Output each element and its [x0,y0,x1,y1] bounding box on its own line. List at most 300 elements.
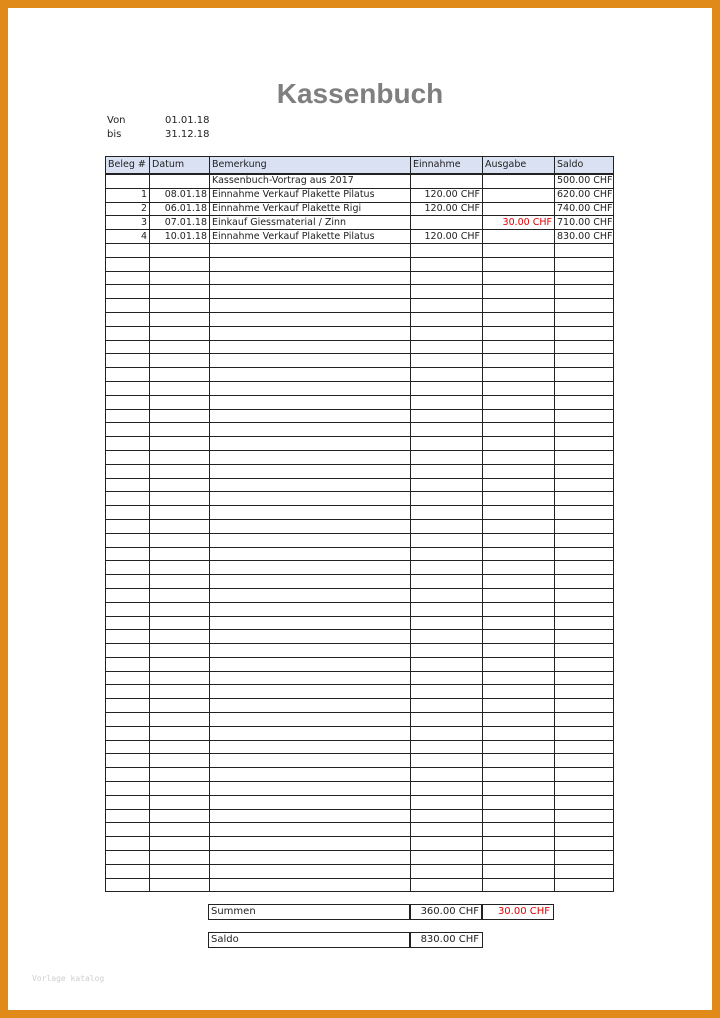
cell-einnahme [411,699,483,713]
cell-ausgabe [483,381,555,395]
table-row [106,450,614,464]
cell-beleg [106,409,150,423]
cell-einnahme [411,450,483,464]
cell-datum [150,395,210,409]
cell-saldo [555,575,614,589]
cell-bemerkung [210,740,411,754]
cell-einnahme [411,478,483,492]
table-row [106,533,614,547]
cell-einnahme [411,299,483,313]
table-row [106,478,614,492]
cell-bemerkung [210,243,411,257]
cell-ausgabe [483,423,555,437]
watermark: Vorlage katalog [32,974,105,983]
cell-beleg [106,368,150,382]
cell-einnahme [411,575,483,589]
table-row [106,299,614,313]
cell-bemerkung [210,423,411,437]
cell-ausgabe [483,547,555,561]
cell-datum [150,699,210,713]
cell-ausgabe [483,312,555,326]
cell-einnahme [411,588,483,602]
cell-ausgabe [483,768,555,782]
cell-datum [150,340,210,354]
cell-bemerkung [210,492,411,506]
cell-bemerkung [210,354,411,368]
cell-datum [150,768,210,782]
cell-beleg [106,768,150,782]
cell-saldo [555,851,614,865]
cell-saldo [555,561,614,575]
cell-einnahme [411,864,483,878]
cell-beleg [106,478,150,492]
col-header-datum: Datum [150,157,210,175]
cell-datum: 07.01.18 [150,216,210,230]
cell-ausgabe [483,492,555,506]
cell-beleg [106,685,150,699]
cell-ausgabe [483,340,555,354]
cell-ausgabe [483,782,555,796]
cell-bemerkung [210,312,411,326]
cell-datum [150,533,210,547]
cell-beleg [106,809,150,823]
summen-ausgabe-cell [481,904,554,920]
cell-saldo [555,257,614,271]
cell-ausgabe [483,299,555,313]
cell-ausgabe [483,271,555,285]
cell-datum [150,381,210,395]
cell-ausgabe [483,243,555,257]
table-row [106,561,614,575]
cell-bemerkung [210,630,411,644]
cell-beleg [106,864,150,878]
cell-beleg [106,506,150,520]
cell-datum [150,713,210,727]
col-header-beleg: Beleg # [106,157,150,175]
table-row [106,726,614,740]
cell-datum [150,257,210,271]
cell-datum [150,657,210,671]
cell-einnahme [411,285,483,299]
document-page [8,8,712,1010]
cell-einnahme [411,216,483,230]
cell-beleg [106,464,150,478]
table-row [106,326,614,340]
summen-label-cell [208,904,411,920]
cell-beleg: 1 [106,188,150,202]
cell-datum [150,409,210,423]
cell-datum [150,174,210,188]
cell-bemerkung [210,575,411,589]
period-from-value: 01.01.18 [165,115,210,126]
cell-ausgabe [483,864,555,878]
cell-bemerkung [210,257,411,271]
cell-saldo [555,809,614,823]
cell-ausgabe [483,671,555,685]
cell-beleg [106,740,150,754]
table-row [106,354,614,368]
cell-saldo [555,795,614,809]
saldo-label-cell [208,932,411,948]
table-row [106,230,614,244]
cell-bemerkung [210,616,411,630]
cell-datum: 08.01.18 [150,188,210,202]
cell-saldo [555,837,614,851]
cell-ausgabe [483,188,555,202]
cell-saldo [555,299,614,313]
table-row [106,878,614,892]
cell-einnahme [411,561,483,575]
cell-datum [150,423,210,437]
cell-beleg: 4 [106,230,150,244]
cell-beleg [106,644,150,658]
cell-saldo [555,588,614,602]
cell-ausgabe [483,230,555,244]
cell-einnahme [411,257,483,271]
cell-ausgabe [483,837,555,851]
cell-einnahme [411,271,483,285]
cell-ausgabe [483,851,555,865]
cell-beleg [106,713,150,727]
table-row [106,768,614,782]
cell-datum [150,644,210,658]
cell-einnahme [411,437,483,451]
cell-datum [150,464,210,478]
col-header-ausgabe: Ausgabe [483,157,555,175]
cell-bemerkung [210,713,411,727]
cell-saldo [555,271,614,285]
cell-einnahme [411,506,483,520]
cell-ausgabe [483,326,555,340]
cell-saldo [555,492,614,506]
cell-bemerkung [210,754,411,768]
cell-ausgabe [483,644,555,658]
cell-datum [150,354,210,368]
cell-bemerkung [210,602,411,616]
cell-datum [150,837,210,851]
cell-ausgabe [483,630,555,644]
cell-beleg [106,782,150,796]
cell-beleg [106,312,150,326]
cell-saldo [555,823,614,837]
cell-bemerkung [210,464,411,478]
cell-ausgabe [483,616,555,630]
cell-bemerkung [210,409,411,423]
cell-bemerkung [210,437,411,451]
cell-beleg [106,326,150,340]
cell-einnahme [411,754,483,768]
cell-datum [150,506,210,520]
table-row [106,837,614,851]
cell-einnahme [411,368,483,382]
cell-ausgabe [483,878,555,892]
cell-einnahme [411,878,483,892]
cell-saldo [555,864,614,878]
cell-saldo [555,450,614,464]
cell-beleg [106,823,150,837]
cell-bemerkung [210,478,411,492]
cell-datum [150,754,210,768]
cell-datum [150,243,210,257]
cell-bemerkung [210,395,411,409]
table-row [106,423,614,437]
cell-beleg: 2 [106,202,150,216]
cell-beleg [106,437,150,451]
cell-bemerkung [210,864,411,878]
cell-einnahme [411,644,483,658]
cell-einnahme [411,423,483,437]
cell-bemerkung [210,368,411,382]
cell-saldo [555,644,614,658]
cell-ausgabe [483,754,555,768]
table-row [106,644,614,658]
table-row [106,506,614,520]
cell-datum [150,437,210,451]
cell-saldo: 710.00 CHF [555,216,614,230]
cell-beleg [106,299,150,313]
table-row [106,851,614,865]
table-row [106,699,614,713]
cell-saldo [555,726,614,740]
cell-bemerkung [210,671,411,685]
cell-bemerkung [210,768,411,782]
table-row [106,243,614,257]
cell-beleg [106,561,150,575]
cell-ausgabe [483,575,555,589]
cell-bemerkung [210,547,411,561]
table-row [106,630,614,644]
table-row [106,809,614,823]
table-row [106,713,614,727]
col-header-einnahme: Einnahme [411,157,483,175]
cell-bemerkung [210,837,411,851]
cell-saldo [555,381,614,395]
cell-ausgabe [483,202,555,216]
cell-beleg [106,285,150,299]
cell-einnahme [411,243,483,257]
cell-saldo [555,326,614,340]
cell-datum [150,809,210,823]
cell-ausgabe [483,368,555,382]
cell-ausgabe [483,588,555,602]
cell-datum [150,823,210,837]
table-row [106,464,614,478]
cell-ausgabe [483,257,555,271]
cell-saldo [555,519,614,533]
cell-einnahme [411,519,483,533]
cell-beleg [106,726,150,740]
cell-bemerkung [210,326,411,340]
cell-einnahme [411,630,483,644]
cell-bemerkung [210,506,411,520]
cell-bemerkung: Einnahme Verkauf Plakette Pilatus [210,188,411,202]
table-row [106,492,614,506]
cell-saldo [555,740,614,754]
cell-beleg [106,423,150,437]
cell-ausgabe [483,685,555,699]
cell-bemerkung [210,782,411,796]
table-row [106,285,614,299]
cell-saldo [555,602,614,616]
table-row [106,602,614,616]
cell-bemerkung [210,588,411,602]
cell-saldo: 740.00 CHF [555,202,614,216]
cell-beleg [106,754,150,768]
table-row [106,216,614,230]
table-row [106,519,614,533]
cell-einnahme [411,657,483,671]
cell-datum [150,312,210,326]
cell-ausgabe [483,450,555,464]
cell-ausgabe [483,561,555,575]
cell-saldo [555,464,614,478]
table-row [106,312,614,326]
cell-einnahme [411,340,483,354]
cell-beleg [106,616,150,630]
cell-bemerkung [210,795,411,809]
cell-beleg [106,851,150,865]
table-row [106,340,614,354]
cell-bemerkung: Einkauf Giessmaterial / Zinn [210,216,411,230]
cell-saldo [555,354,614,368]
cell-datum: 06.01.18 [150,202,210,216]
cell-einnahme [411,547,483,561]
cell-datum [150,671,210,685]
cell-einnahme [411,851,483,865]
cell-datum [150,299,210,313]
summen-ausgabe: 30.00 CHF [497,906,550,917]
cell-datum [150,685,210,699]
table-row [106,257,614,271]
table-row [106,671,614,685]
cell-bemerkung [210,851,411,865]
cell-saldo [555,782,614,796]
cell-saldo: 620.00 CHF [555,188,614,202]
cell-einnahme [411,174,483,188]
cell-einnahme [411,464,483,478]
cell-ausgabe [483,478,555,492]
cell-beleg [106,174,150,188]
cell-einnahme [411,671,483,685]
cell-einnahme [411,713,483,727]
cell-ausgabe [483,354,555,368]
col-header-bemerkung: Bemerkung [210,157,411,175]
cell-saldo [555,754,614,768]
cell-ausgabe [483,464,555,478]
cell-beleg: 3 [106,216,150,230]
cell-datum [150,782,210,796]
cell-ausgabe [483,409,555,423]
cell-einnahme [411,823,483,837]
cell-saldo [555,395,614,409]
cell-saldo [555,713,614,727]
table-row [106,202,614,216]
cell-ausgabe [483,699,555,713]
cell-bemerkung [210,271,411,285]
cell-einnahme [411,312,483,326]
cell-bemerkung: Einnahme Verkauf Plakette Pilatus [210,230,411,244]
table-row [106,616,614,630]
cell-beleg [106,602,150,616]
cell-saldo [555,340,614,354]
cell-datum [150,575,210,589]
col-header-saldo: Saldo [555,157,614,175]
cell-beleg [106,630,150,644]
cell-saldo: 500.00 CHF [555,174,614,188]
cell-ausgabe [483,519,555,533]
cell-bemerkung [210,699,411,713]
cell-beleg [106,588,150,602]
cell-saldo [555,671,614,685]
cell-saldo [555,423,614,437]
cell-einnahme [411,602,483,616]
cell-einnahme [411,809,483,823]
table-row [106,864,614,878]
summen-einnahme: 360.00 CHF [420,906,479,917]
table-row [106,685,614,699]
cell-ausgabe [483,285,555,299]
cell-einnahme [411,740,483,754]
cell-datum [150,726,210,740]
cell-datum [150,326,210,340]
ledger-body [106,174,614,892]
table-row [106,754,614,768]
cell-bemerkung [210,726,411,740]
cell-datum: 10.01.18 [150,230,210,244]
cell-datum [150,602,210,616]
cell-bemerkung [210,450,411,464]
cell-datum [150,740,210,754]
cell-saldo [555,506,614,520]
cell-saldo [555,768,614,782]
cell-ausgabe [483,506,555,520]
cell-einnahme: 120.00 CHF [411,230,483,244]
period-to-label: bis [107,129,122,140]
cell-ausgabe [483,823,555,837]
table-row [106,740,614,754]
cell-einnahme [411,782,483,796]
cell-saldo [555,657,614,671]
cell-ausgabe [483,657,555,671]
cell-einnahme [411,726,483,740]
summen-einnahme-cell [409,904,483,920]
cell-beleg [106,381,150,395]
cell-bemerkung [210,809,411,823]
cell-saldo [555,533,614,547]
cell-datum [150,851,210,865]
cell-bemerkung [210,533,411,547]
cell-beleg [106,837,150,851]
cell-ausgabe [483,533,555,547]
cell-saldo [555,409,614,423]
cell-datum [150,492,210,506]
cell-saldo [555,699,614,713]
cell-ausgabe [483,795,555,809]
cell-einnahme [411,795,483,809]
cell-beleg [106,699,150,713]
ledger-table [105,156,614,892]
cell-ausgabe [483,809,555,823]
saldo-value: 830.00 CHF [420,934,479,945]
cell-datum [150,616,210,630]
cell-beleg [106,575,150,589]
table-row [106,368,614,382]
table-row [106,795,614,809]
table-row [106,174,614,188]
cell-beleg [106,519,150,533]
table-row [106,547,614,561]
cell-bemerkung: Einnahme Verkauf Plakette Rigi [210,202,411,216]
